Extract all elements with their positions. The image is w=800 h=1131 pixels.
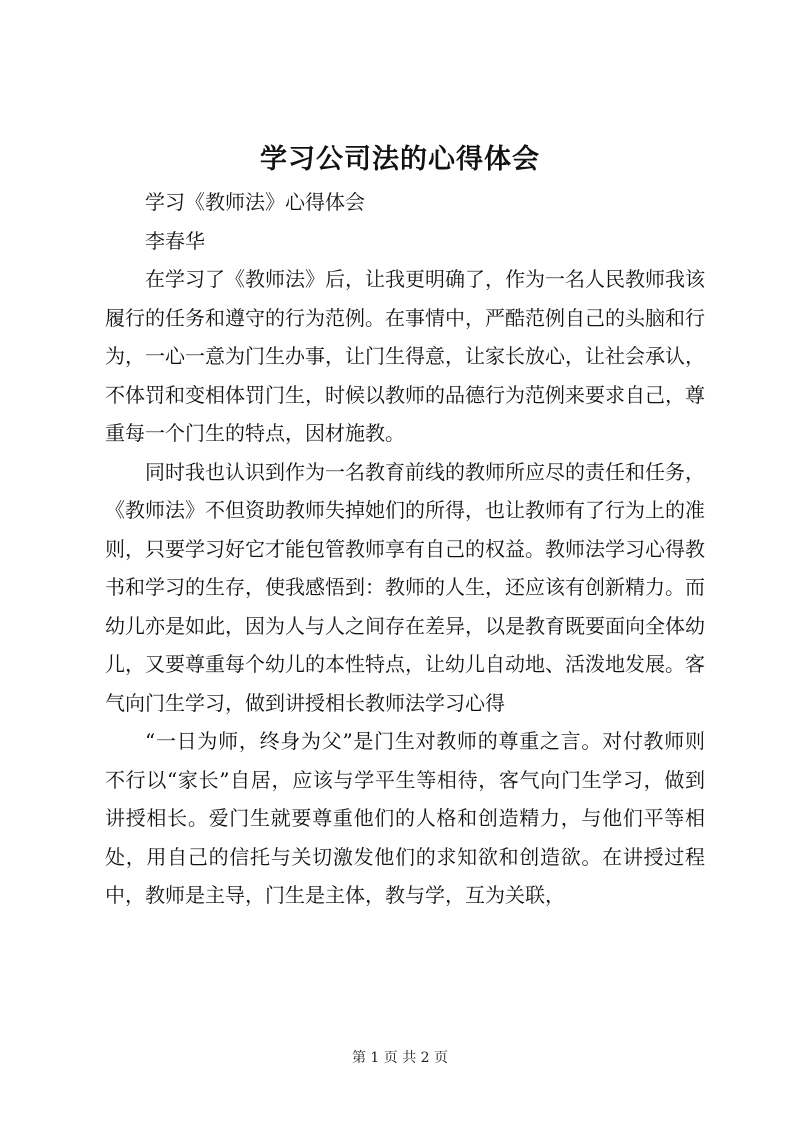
paragraph: 在学习了《教师法》后，让我更明确了，作为一名人民教师我该履行的任务和遵守的行为范例。在事情中，严酷范例自己的头脑和行为，一心一意为门生办事，让门生得意，让家长放心，让社会承认，不体罚和变相体罚门生，时候以教师的品德行为范例来要求自己，尊重每一个门生的特点，因材施教。: [105, 267, 705, 445]
document-body: [105, 183, 705, 915]
document-title: 学习公司法的心得体会: [260, 144, 540, 175]
paragraph-author: 李春华: [145, 228, 205, 253]
paragraph-subtitle: 学习《教师法》心得体会: [145, 190, 365, 214]
paragraph: “一日为师，终身为父”是门生对教师的尊重之言。对付教师则不行以“家长”自居，应该与学平生等相待，客气向门生学习，做到讲授相长。爱门生就要尊重他们的人格和创造精力，与他们平等相处，用自己的信托与关切激发他们的求知欲和创造欲。在讲授过程中，教师是主导，门生是主体，教与学，互为关联，: [105, 729, 705, 907]
paragraph: 同时我也认识到作为一名教育前线的教师所应尽的责任和任务，《教师法》不但资助教师失掉她们的所得，也让教师有了行为上的准则，只要学习好它才能包管教师享有自己的权益。教师法学习心得教书和学习的生存，使我感悟到：教师的人生，还应该有创新精力。而幼儿亦是如此，因为人与人之间存在差异，以是教育既要面向全体幼儿，又要尊重每个幼儿的本性特点，让幼儿自动地、活泼地发展。客气向门生学习，做到讲授相长教师法学习心得: [105, 459, 705, 715]
page-number-footer: 第 1 页 共 2 页: [351, 1050, 449, 1066]
